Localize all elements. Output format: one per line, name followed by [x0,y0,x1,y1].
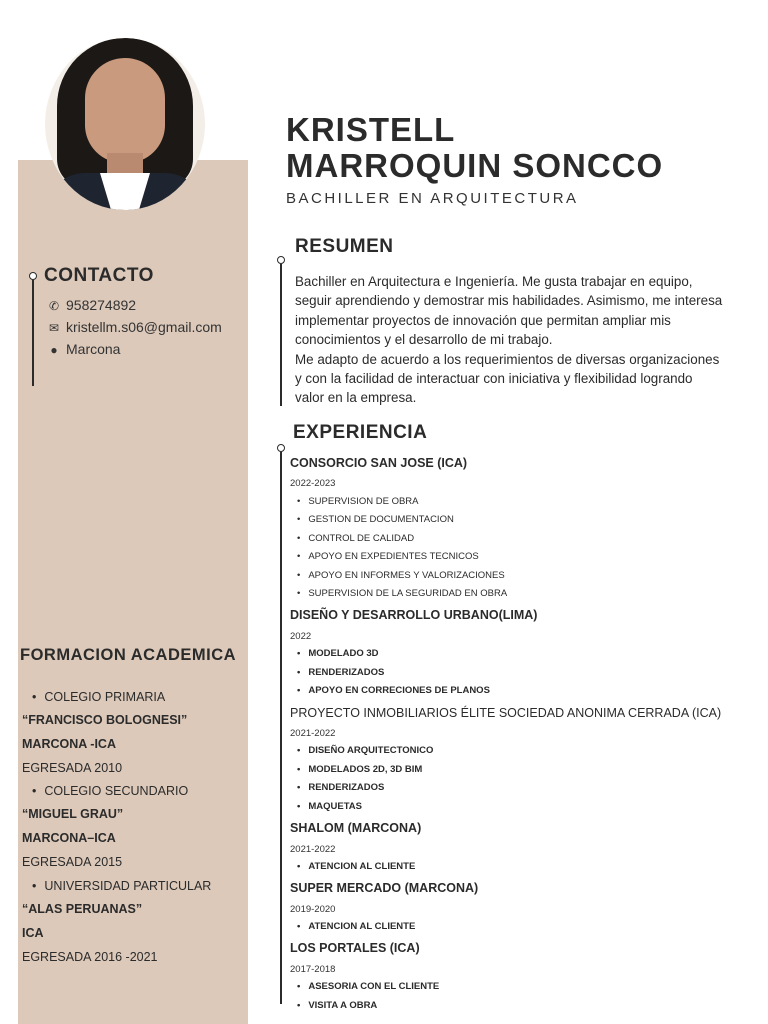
job-company: SHALOM (MARCONA) [290,821,422,835]
sidebar [18,160,248,1024]
job-period: 2022-2023 [290,478,336,489]
job-period: 2019-2020 [290,904,336,915]
education-status: EGRESADA 2015 [22,855,123,869]
job-task: • MODELADOS 2D, 3D BIM [297,764,422,775]
experience-timeline-line [280,452,282,1004]
contact-phone [46,297,136,313]
education-school: “FRANCISCO BOLOGNESI” [22,713,188,727]
job-company: CONSORCIO SAN JOSE (ICA) [290,456,468,470]
contact-email [46,319,222,335]
job-task: • CONTROL DE CALIDAD [297,533,414,544]
education-school: “ALAS PERUANAS” [22,902,143,916]
job-task: • APOYO EN INFORMES Y VALORIZACIONES [297,570,505,581]
summary-line: conocimientos y el desarrollo de mi trabajo. [295,332,553,348]
contact-timeline-line [32,280,34,386]
education-place: ICA [22,926,44,940]
phone-icon: ✆ [48,299,60,313]
education-status: EGRESADA 2010 [22,761,123,775]
education-place: MARCONA–ICA [22,831,116,845]
education-level: • COLEGIO SECUNDARIO [32,784,188,798]
job-task: • ASESORIA CON EL CLIENTE [297,981,439,992]
job-task: • VISITA A OBRA [297,1000,377,1011]
summary-line: y con la facilidad de interactuar con iniciativa y flexibilidad logrando [295,371,693,387]
education-heading: FORMACION ACADEMICA [20,646,237,664]
job-company: SUPER MERCADO (MARCONA) [290,881,479,895]
job-task: • MAQUETAS [297,801,362,812]
education-status: EGRESADA 2016 -2021 [22,950,158,964]
job-task: • GESTION DE DOCUMENTACION [297,514,454,525]
job-task: • ATENCION AL CLIENTE [297,861,415,872]
job-task: • SUPERVISION DE OBRA [297,496,419,507]
summary-line: implementar proyectos de innovación que permitan ampliar mis [295,312,671,328]
job-company: LOS PORTALES (ICA) [290,941,420,955]
summary-text [295,272,750,408]
job-task: • ATENCION AL CLIENTE [297,921,415,932]
job-task: • SUPERVISION DE LA SEGURIDAD EN OBRA [297,588,507,599]
location-text: Marcona [66,341,121,357]
education-school: “MIGUEL GRAU” [22,807,124,821]
profile-photo [45,38,205,210]
summary-line: Me adapto de acuerdo a los requerimientos de diversas organizaciones [295,351,720,367]
summary-heading: RESUMEN [295,236,394,257]
job-period: 2021-2022 [290,728,336,739]
candidate-name [286,112,663,184]
summary-timeline-line [280,264,282,406]
name-line-2: MARROQUIN SONCCO [286,147,664,184]
location-pin-icon: ● [50,343,58,357]
summary-line: valor en la empresa. [295,390,417,406]
job-task: • APOYO EN CORRECIONES DE PLANOS [297,685,490,696]
photo-face [85,58,165,163]
summary-timeline-dot [277,256,285,264]
contact-location [46,341,120,357]
experience-timeline-dot [277,444,285,452]
experience-heading: EXPERIENCIA [293,422,428,443]
education-place: MARCONA -ICA [22,737,116,751]
envelope-icon: ✉ [48,321,60,335]
job-company: PROYECTO INMOBILIARIOS ÉLITE SOCIEDAD ANONIMA CERRADA (ICA) [290,706,722,720]
contact-timeline-dot [29,272,37,280]
job-title: BACHILLER EN ARQUITECTURA [286,190,579,207]
summary-line: seguir aprendiendo y demostrar mis habilidades. Asimismo, me interesa [295,293,723,309]
job-task: • RENDERIZADOS [297,782,384,793]
job-period: 2017-2018 [290,964,336,975]
job-task: • APOYO EN EXPEDIENTES TECNICOS [297,551,479,562]
job-company: DISEÑO Y DESARROLLO URBANO(LIMA) [290,608,538,622]
email-text: kristellm.s06@gmail.com [66,319,222,335]
education-level: • UNIVERSIDAD PARTICULAR [32,879,211,893]
job-task: • DISEÑO ARQUITECTONICO [297,745,433,756]
phone-text: 958274892 [66,297,137,313]
job-period: 2022 [290,631,312,642]
name-line-1: KRISTELL [286,111,456,148]
summary-line: Bachiller en Arquitectura e Ingeniería. Me gusta trabajar en equipo, [295,274,693,289]
education-level: • COLEGIO PRIMARIA [32,690,165,704]
job-task: • RENDERIZADOS [297,667,384,678]
contact-heading: CONTACTO [44,265,154,286]
job-task: • MODELADO 3D [297,648,379,659]
job-period: 2021-2022 [290,844,336,855]
